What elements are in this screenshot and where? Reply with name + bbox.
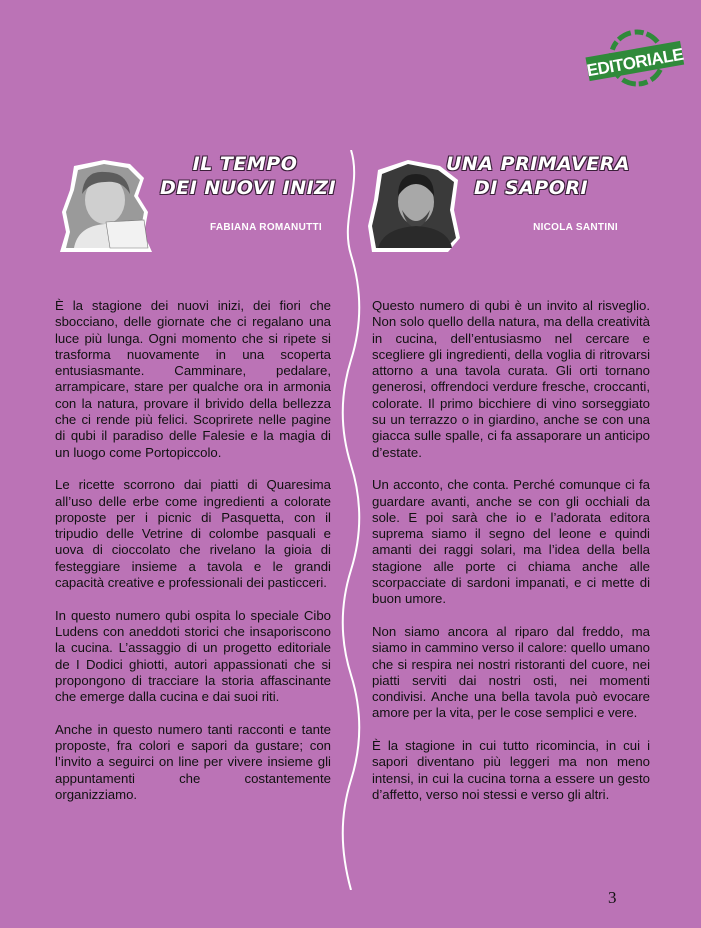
left-paragraph-1: È la stagione dei nuovi inizi, dei fiori che sbocciano, delle giornate che ci regalano una luce più lunga. Ogni momento che si ripete si trasforma nuovamente in una scoperta entusiasmante. Camminare, pedalare, arrampicare, stare per qualche ora in armonia con la natura, provare il brivido della bellezza che ci rende più felici. Scoprirete nelle pagine di qubi il paradiso delle Falesie e la magia di un luogo come Portopiccolo. [55, 298, 331, 460]
left-title-line-1: IL TEMPO [192, 153, 298, 175]
right-title [446, 152, 631, 200]
left-paragraph-3: In questo numero qubi ospita lo speciale Cibo Ludens con aneddoti storici che insaporiscono la cucina. L’assaggio di un progetto editoriale de I Dodici ghiotti, autori appassionati che si propongono di tracciare la storia affascinante che emerge dalla cucina e dai suoi riti. [55, 607, 331, 705]
left-column [55, 298, 331, 820]
left-header [60, 150, 337, 260]
left-author: FABIANA ROMANUTTI [210, 222, 322, 233]
left-paragraph-2: Le ricette scorrono dai piatti di Quaresima all’uso delle erbe come ingredienti a colorate proposte per i picnic di Pasquetta, con il tripudio delle Vetrine di colombe pasquali e uova di cioccolato che rivelano la gioia di festeggiare insieme a tavola e le grandi capacità creative e professionali dei pasticceri. [55, 477, 331, 591]
left-paragraph-4: Anche in questo numero tanti racconti e tante proposte, fra colori e sapori da gustare; con l’invito a seguirci on line per vivere insieme gli appuntamenti che costantemente organizziamo. [55, 721, 331, 802]
author-photo-fabiana [60, 160, 152, 252]
column-divider [336, 150, 366, 890]
stamp-label: EDITORIALE [585, 44, 685, 81]
right-column [372, 298, 650, 820]
right-author: NICOLA SANTINI [533, 222, 618, 233]
page-number: 3 [608, 888, 617, 907]
right-title-line-1: UNA PRIMAVERA [446, 153, 631, 175]
right-header [368, 150, 638, 260]
editoriale-stamp [585, 22, 685, 94]
right-paragraph-2: Un acconto, che conta. Perché comunque ci fa guardare avanti, anche se con gli occhiali da sole. E poi sarà che io e l’adorata editora suprema siamo il segno del leone e quindi amanti dei raggi solari, ma l’idea della bella stagione alle porte ci chiama anche alle scorpacciate di sardoni impanati, e ci mette di buon umore. [372, 477, 650, 607]
right-paragraph-1: Questo numero di qubi è un invito al risveglio. Non solo quello della natura, ma della creatività in cucina, dell’entusiasmo nel cercare e scegliere gli ingredienti, della voglia di ritrovarsi attorno a una tavola curata. Gli orti tornano generosi, offrendoci verdure fresche, croccanti, colorate. Il primo bicchiere di vino sorseggiato su un terrazzo o in giardino, anche se con una giacca sulle spalle, ci fa assaporare un anticipo d’estate. [372, 298, 650, 460]
right-paragraph-3: Non siamo ancora al riparo dal freddo, ma siamo in cammino verso il calore: quello umano che si respira nei nostri ristoranti del cuore, nei piatti serviti dai nostri osti, nei momenti condivisi. Anche una bella tavola può evocare amore per la vita, per le cose semplici e vere. [372, 623, 650, 721]
right-title-line-2: DI SAPORI [473, 177, 589, 199]
left-title-line-2: DEI NUOVI INIZI [160, 177, 337, 199]
left-title [160, 152, 337, 200]
right-paragraph-4: È la stagione in cui tutto ricomincia, in cui i sapori diventano più leggeri ma non meno intensi, in cui la cucina torna a essere un gesto d’affetto, verso noi stessi e verso gli altri. [372, 738, 650, 802]
